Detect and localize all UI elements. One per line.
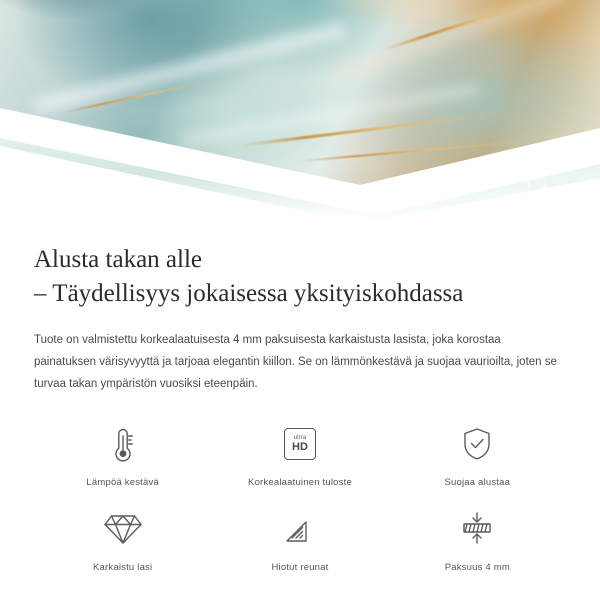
thermometer-icon — [96, 421, 150, 467]
feature-item-heat-resistant — [34, 421, 211, 488]
feature-label: Paksuus 4 mm — [444, 562, 510, 573]
sparkle-icon — [534, 178, 556, 200]
headline-line-2: – Täydellisyys jokaisessa yksityiskohdassa — [34, 280, 464, 307]
hero-image — [0, 0, 600, 225]
feature-label: Korkealaatuinen tuloste — [248, 477, 352, 488]
ultra-hd-icon — [273, 421, 327, 467]
feature-label: Karkaistu lasi — [93, 562, 153, 573]
feature-item-thickness — [389, 506, 566, 573]
feature-grid — [34, 421, 566, 573]
ultra-hd-bottom-label: HD — [292, 441, 308, 453]
thickness-arrows-icon — [450, 506, 504, 552]
feature-item-polished-edges — [211, 506, 388, 573]
diamond-icon — [96, 506, 150, 552]
ultra-hd-top-label: ultra — [293, 435, 307, 441]
page-title — [34, 243, 566, 311]
description-paragraph: Tuote on valmistettu korkealaatuisesta 4 mm paksuisesta karkaistusta lasista, joka korostaa painatuksen värisyvyyttä ja tarjoaa elegantin kiillon. Se on lämmönkestävä ja suojaa vaurioilta, joten se turvaa takan ympäristön vuosiksi eteenpäin. — [34, 334, 557, 390]
shield-check-icon — [450, 421, 504, 467]
feature-item-surface-protection — [389, 421, 566, 488]
content-area — [0, 243, 600, 573]
feature-item-tempered-glass — [34, 506, 211, 573]
feature-label: Lämpöä kestävä — [86, 477, 159, 488]
feature-label: Hiotut reunat — [271, 562, 329, 573]
headline-line-1: Alusta takan alle — [34, 246, 202, 273]
feature-item-print-quality — [211, 421, 388, 488]
polished-edges-icon — [273, 506, 327, 552]
feature-label: Suojaa alustaa — [444, 477, 511, 488]
